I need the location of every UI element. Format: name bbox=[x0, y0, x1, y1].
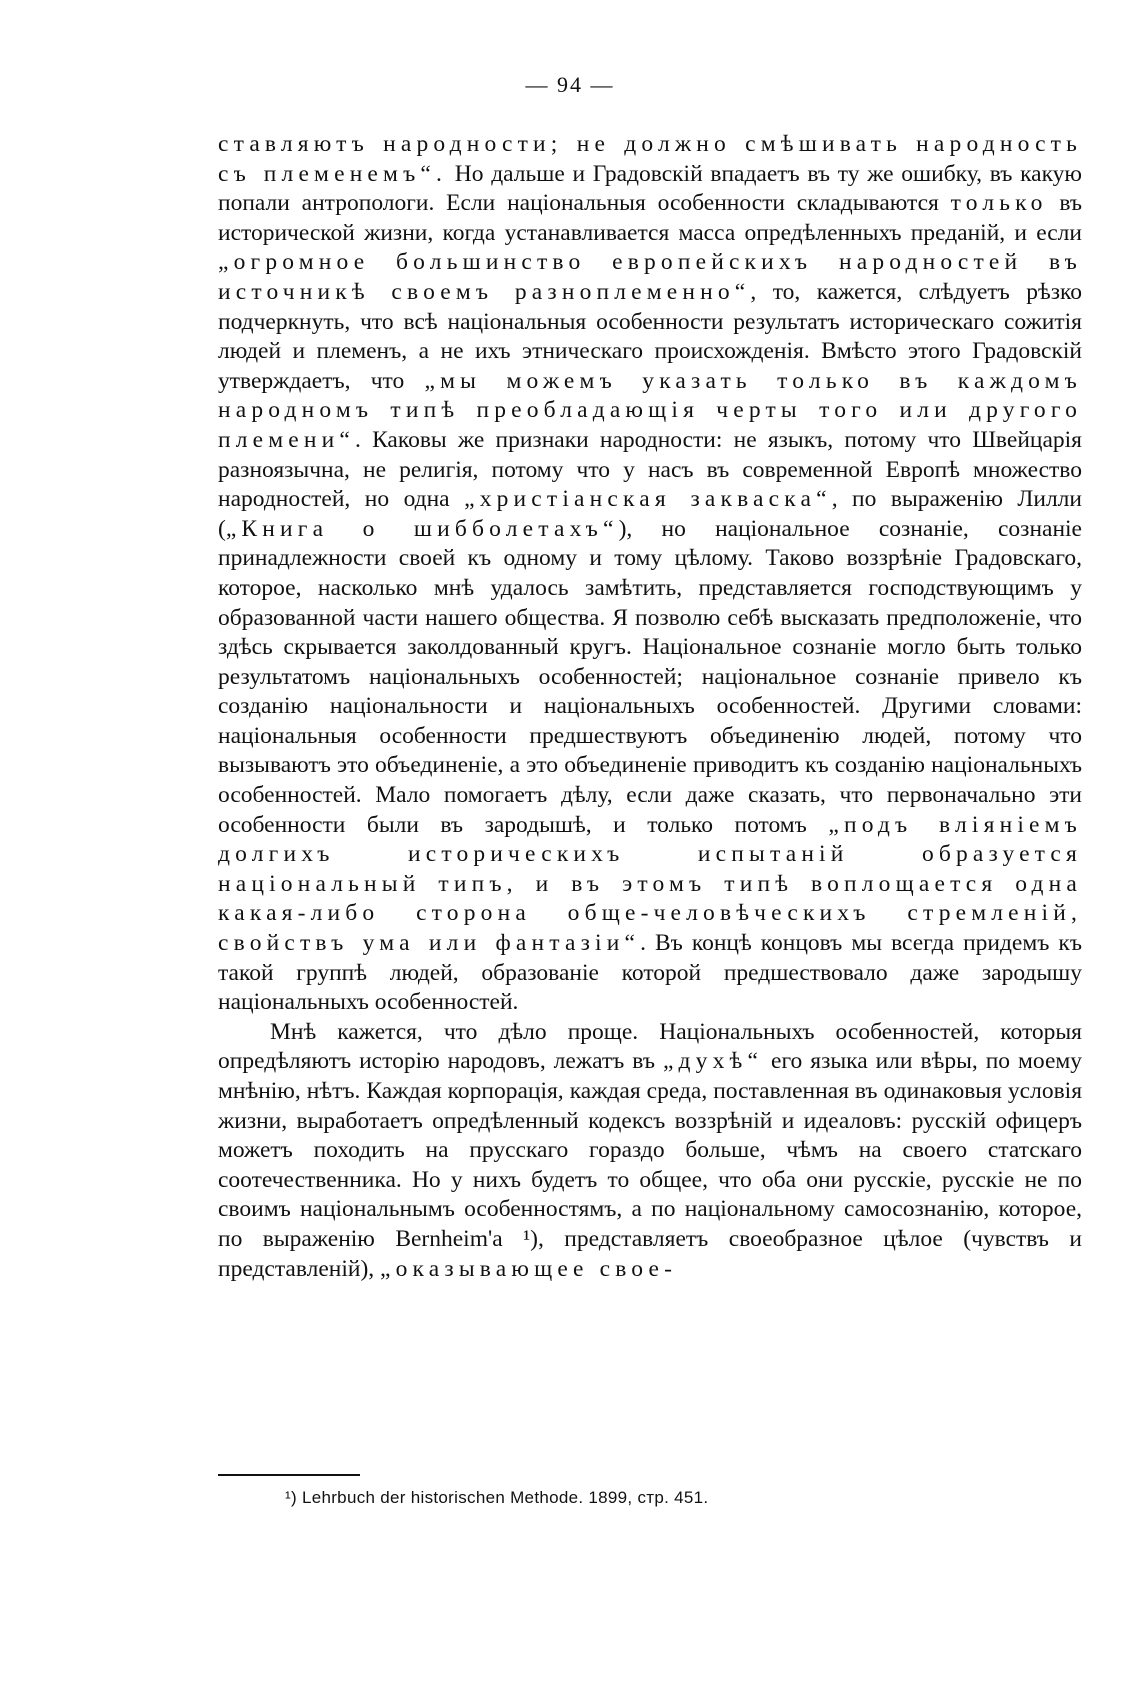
text-run: Мнѣ кажется, что дѣло проще. Національныхъ особенностей, которыя опредѣляютъ исторію народовъ, лежатъ въ bbox=[218, 1018, 1082, 1075]
paragraph-2 bbox=[218, 1018, 1082, 1284]
text-run: . Каковы же признаки народности: не языкъ, потому что Швейцарія разноязычна, не религія, потому что у насъ въ современной Европѣ множество народностей, но одна bbox=[218, 426, 1082, 513]
emphasized-text: „Книга о шибболетахъ“ bbox=[225, 515, 619, 542]
text-run: его языка или вѣры, по моему мнѣнію, нѣтъ. Каждая корпорація, каждая среда, поставленная въ одинаковыя условія жизни, выработаетъ опредѣленный кодексъ воззрѣній и идеаловъ: русскій офицеръ можетъ походить на прусскаго гораздо больше, чѣмъ на своего статскаго соотечественника. Но у нихъ будетъ то общее, что оба они русскіе, русскіе не по своимъ національнымъ особенностямъ, а по національному самосознанію, которое, по выраженію Bernheim'a ¹), представляетъ своеобразное цѣлое (чувствъ и представленій), bbox=[218, 1048, 1082, 1282]
text-run: въ исторической жизни, когда устанавливается масса опредѣленныхъ преданій, и если bbox=[218, 190, 1082, 246]
emphasized-text: „оказывающее свое- bbox=[380, 1255, 678, 1282]
emphasized-text: „духѣ“ bbox=[662, 1048, 764, 1075]
footnote-marker: ¹) bbox=[285, 1488, 297, 1507]
text-run: . Въ концѣ концовъ мы всегда придемъ къ такой группѣ людей, образованіе которой предшествовало даже зародышу національныхъ особенностей. bbox=[218, 930, 1082, 1016]
body-text bbox=[218, 130, 1082, 1284]
text-run: , то, кажется, слѣдуетъ рѣзко подчеркнуть, что всѣ національныя особенности результатъ историческаго сожитія людей и племенъ, а не ихъ этническаго происхожденія. Вмѣсто этого Градовскій утверждаетъ, что bbox=[218, 278, 1082, 394]
emphasized-text: „подъ вліяніемъ долгихъ историческихъ испытаній образуется національный типъ, и въ этомъ типѣ воплощается одна какая-либо сторона обще-человѣческихъ стремленій, свойствъ ума или фантазіи“ bbox=[218, 811, 1082, 957]
emphasized-text: только bbox=[950, 190, 1048, 217]
page-number: — 94 — bbox=[525, 72, 615, 97]
footnote bbox=[285, 1488, 708, 1508]
emphasized-text: „огромное большинство европейскихъ народностей въ источникѣ своемъ разноплеменно“ bbox=[218, 249, 1082, 305]
paragraph-1 bbox=[218, 130, 1082, 1018]
text-run: Но дальше и Градовскій впадаетъ въ ту же ошибку, въ какую попали антропологи. Если національныя особенности складываются bbox=[218, 160, 1082, 217]
text-run: ), но національное сознаніе, сознаніе принадлежности своей къ одному и тому цѣлому. Таково воззрѣніе Градовскаго, которое, насколько мнѣ удалось замѣтить, представляется господствующимъ у образованной части нашего общества. Я позволю себѣ высказать предположеніе, что здѣсь скрывается заколдованный кругъ. Національное сознаніе могло быть только результатомъ національныхъ особенностей; національное сознаніе привело къ созданію національности и національныхъ особенностей. Другими словами: національныя особенности предшествуютъ объединенію людей, потому что вызываютъ это объединеніе, а это объединеніе приводитъ къ созданію національныхъ особенностей. Мало помогаетъ дѣлу, если даже сказать, что первоначально эти особенности были въ зародышѣ, и только потомъ bbox=[218, 515, 1082, 838]
emphasized-text: „христіанская закваска“ bbox=[464, 486, 832, 513]
footnote-text: Lehrbuch der historischen Methode. 1899, стр. 451. bbox=[296, 1488, 709, 1507]
emphasized-text: „мы можемъ указать только въ каждомъ народномъ типѣ преобладающія черты того или другого племени“ bbox=[218, 367, 1082, 453]
text-run: , по выраженію Лилли ( bbox=[218, 486, 1082, 542]
emphasized-text: ставляютъ народности; не должно смѣшивать народность съ племенемъ“. bbox=[218, 131, 1082, 187]
footnote-divider bbox=[218, 1474, 360, 1476]
